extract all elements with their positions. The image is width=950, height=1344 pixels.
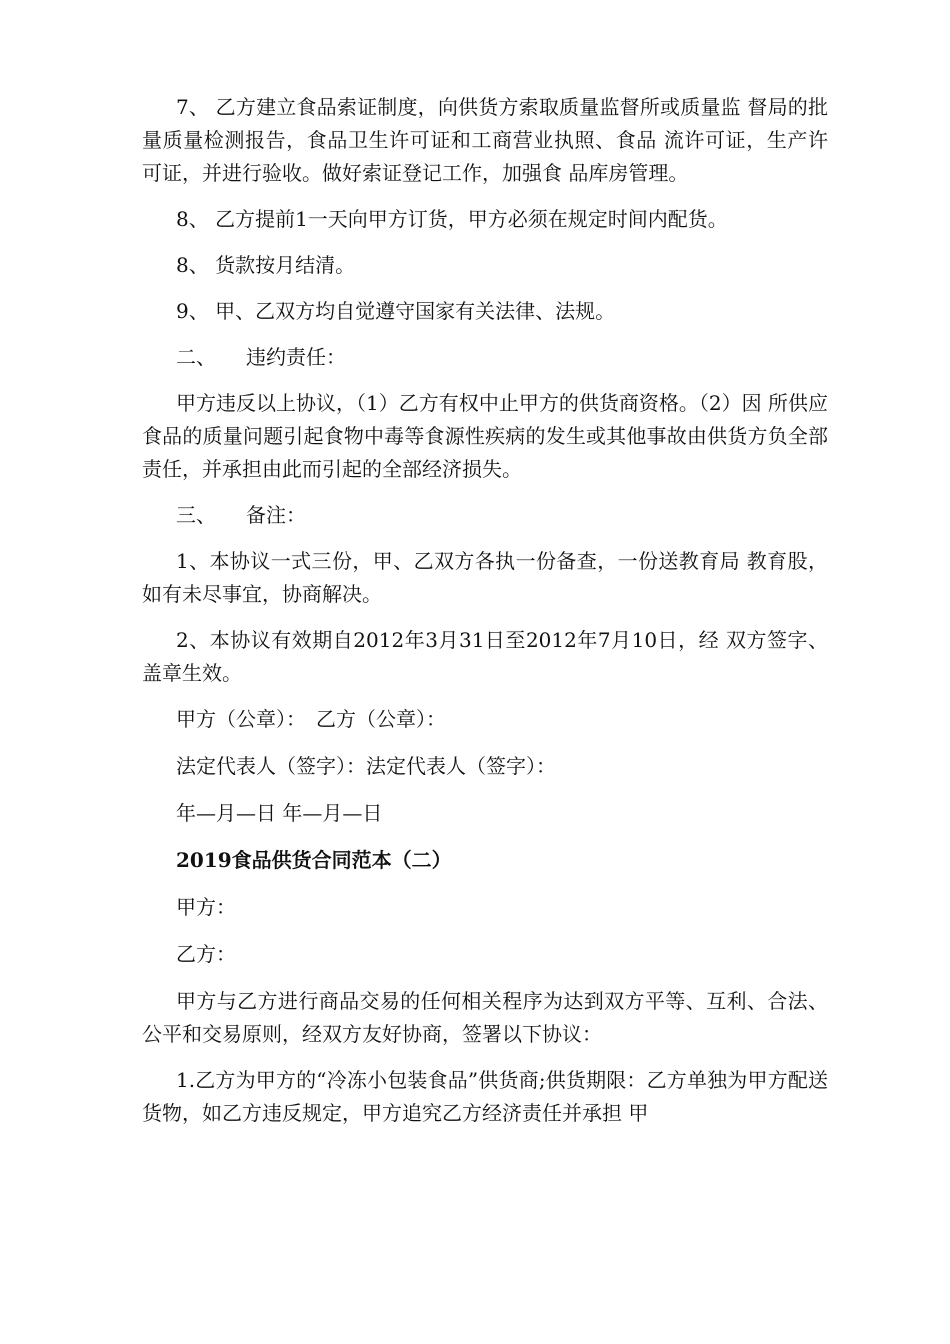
note-1-paragraph: 1、本协议一式三份，甲、乙双方各执一份备查，一份送教育局 教育股，如有未尽事宜，协商解决。: [142, 549, 828, 606]
party-a-line: 甲方：: [176, 895, 236, 919]
clause-9-paragraph: 9、 甲、乙双方均自觉遵守国家有关法律、法规。: [176, 299, 616, 323]
contract-2-title: 2019食品供货合同范本（二）: [176, 848, 452, 872]
clause-8-payment-paragraph: 8、 货款按月结清。: [176, 253, 356, 277]
clause-1-paragraph: 1.乙方为甲方的“冷冻小包装食品”供货商;供货期限：乙方单独为甲方配送货物，如乙方违反规定，甲方追究乙方经济责任并承担 甲: [142, 1068, 828, 1125]
party-b-line: 乙方：: [176, 942, 236, 966]
section-heading-notes: 三、 备注：: [176, 503, 306, 527]
clause-8-order-paragraph: 8、 乙方提前1一天向甲方订货，甲方必须在规定时间内配货。: [176, 207, 728, 231]
clause-7-paragraph: 7、 乙方建立食品索证制度，向供货方索取质量监督所或质量监 督局的批量质量检测报告，食品卫生许可证和工商营业执照、食品 流许可证，生产许可证，并进行验收。做好索证登记工作，加强食 品库房管理。: [142, 95, 828, 185]
preamble-paragraph: 甲方与乙方进行商品交易的任何相关程序为达到双方平等、互利、合法、公平和交易原则，经双方友好协商，签署以下协议：: [142, 989, 828, 1046]
date-line: 年—月—日 年—月—日: [176, 801, 383, 825]
seal-line: 甲方（公章）： 乙方（公章）：: [176, 707, 446, 731]
section-heading-liability: 二、 违约责任：: [176, 345, 346, 369]
note-2-paragraph: 2、本协议有效期自2012年3月31日至2012年7月10日，经 双方签字、盖章生效。: [142, 628, 828, 685]
liability-paragraph: 甲方违反以上协议，（1）乙方有权中止甲方的供货商资格。（2）因 所供应食品的质量问题引起食物中毒等食源性疾病的发生或其他事故由供货方负全部责任，并承担由此而引起的全部经济损失。: [142, 391, 828, 481]
signature-line: 法定代表人（签字）：法定代表人（签字）：: [176, 754, 556, 778]
document-page: [142, 91, 828, 1143]
